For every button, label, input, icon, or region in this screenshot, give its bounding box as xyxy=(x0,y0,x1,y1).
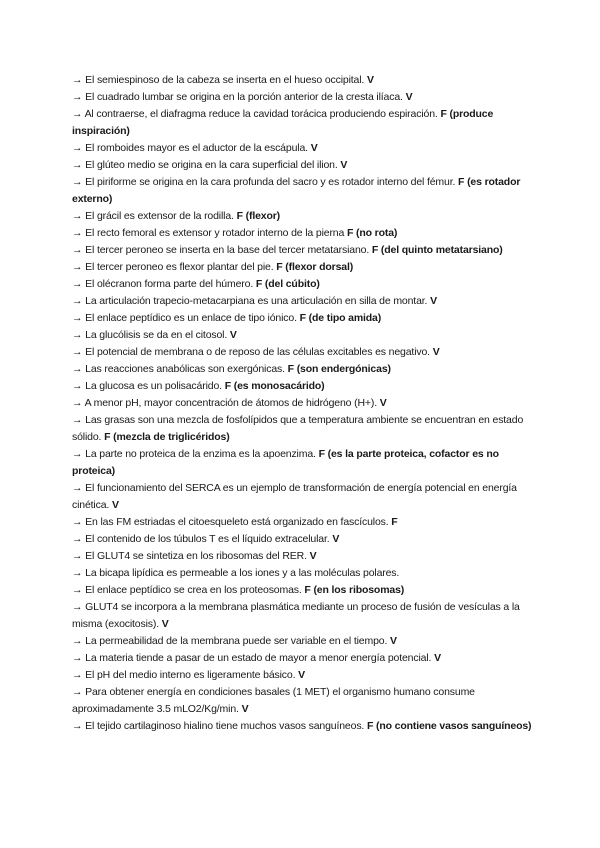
answer-label: F (del cúbito) xyxy=(255,278,320,290)
list-item xyxy=(72,684,532,718)
answer-label: F (es monosacárido) xyxy=(224,380,325,392)
statement-text: Al contraerse, el diafragma reduce la cavidad torácica produciendo espiración. xyxy=(84,108,438,120)
answer-label: V xyxy=(405,91,413,103)
statement-text: El glúteo medio se origina en la cara superficial del ilion. xyxy=(85,159,338,171)
list-item xyxy=(72,208,532,225)
statement-text: La bicapa lipídica es permeable a los iones y a las moléculas polares. xyxy=(85,567,400,579)
list-item xyxy=(72,565,532,582)
statement-text: La parte no proteica de la enzima es la apoenzima. xyxy=(85,448,316,460)
list-item xyxy=(72,225,532,242)
list-item xyxy=(72,480,532,514)
arrow-icon: → xyxy=(72,414,83,426)
arrow-icon: → xyxy=(72,329,83,341)
list-item xyxy=(72,106,532,140)
arrow-icon: → xyxy=(72,227,83,239)
answer-label: V xyxy=(379,397,387,409)
list-item xyxy=(72,276,532,293)
statement-text: La materia tiende a pasar de un estado de mayor a menor energía potencial. xyxy=(85,652,432,664)
statement-text: Las reacciones anabólicas son exergónicas. xyxy=(85,363,285,375)
list-item xyxy=(72,412,532,446)
statement-text: El semiespinoso de la cabeza se inserta en el hueso occipital. xyxy=(85,74,365,86)
answer-label: V xyxy=(340,159,348,171)
list-item xyxy=(72,310,532,327)
answer-label: F (en los ribosomas) xyxy=(304,584,405,596)
answer-label: F (son endergónicas) xyxy=(287,363,391,375)
answer-label: F (flexor dorsal) xyxy=(276,261,354,273)
arrow-icon: → xyxy=(72,380,83,392)
list-item xyxy=(72,650,532,667)
statement-text: En las FM estriadas el citoesqueleto está organizado en fascículos. xyxy=(85,516,389,528)
list-item xyxy=(72,378,532,395)
answer-label: F (no contiene vasos sanguíneos) xyxy=(366,720,532,732)
arrow-icon: → xyxy=(72,91,83,103)
list-item xyxy=(72,395,532,412)
arrow-icon: → xyxy=(72,448,83,460)
list-item xyxy=(72,140,532,157)
arrow-icon: → xyxy=(72,686,83,698)
answer-label: F (es rotador externo) xyxy=(72,176,521,205)
answer-label: V xyxy=(161,618,169,630)
arrow-icon: → xyxy=(72,363,83,375)
statement-text: El tercer peroneo se inserta en la base del tercer metatarsiano. xyxy=(85,244,370,256)
list-item xyxy=(72,259,532,276)
answer-label: V xyxy=(298,669,305,681)
statement-text: El enlace peptídico es un enlace de tipo iónico. xyxy=(85,312,297,324)
answer-label: F (de tipo amida) xyxy=(299,312,382,324)
arrow-icon: → xyxy=(72,652,83,664)
arrow-icon: → xyxy=(72,159,83,171)
list-item xyxy=(72,718,532,735)
arrow-icon: → xyxy=(72,176,83,188)
statement-text: La glucólisis se da en el citosol. xyxy=(85,329,228,341)
answer-label: F (produce inspiración) xyxy=(72,108,494,137)
arrow-icon: → xyxy=(72,720,83,732)
answer-label: F (flexor) xyxy=(236,210,281,222)
statement-text: Para obtener energía en condiciones basales (1 MET) el organismo humano consume aproximadamente 3.5 mLO2/Kg/min. xyxy=(72,686,475,715)
arrow-icon: → xyxy=(72,108,83,120)
list-item xyxy=(72,72,532,89)
statement-text: El grácil es extensor de la rodilla. xyxy=(85,210,234,222)
arrow-icon: → xyxy=(72,482,83,494)
answer-label: F (no rota) xyxy=(346,227,398,239)
arrow-icon: → xyxy=(72,295,83,307)
arrow-icon: → xyxy=(72,397,83,409)
statement-text: La articulación trapecio-metacarpiana es una articulación en silla de montar. xyxy=(85,295,428,307)
arrow-icon: → xyxy=(72,516,83,528)
arrow-icon: → xyxy=(72,550,83,562)
statement-text: El funcionamiento del SERCA es un ejemplo de transformación de energía potencial en energía cinética. xyxy=(72,482,517,511)
arrow-icon: → xyxy=(72,533,83,545)
arrow-icon: → xyxy=(72,261,83,273)
arrow-icon: → xyxy=(72,278,83,290)
list-item xyxy=(72,157,532,174)
answer-label: F (mezcla de triglicéridos) xyxy=(104,431,230,443)
arrow-icon: → xyxy=(72,567,83,579)
statement-text: La permeabilidad de la membrana puede ser variable en el tiempo. xyxy=(85,635,388,647)
arrow-icon: → xyxy=(72,312,83,324)
statement-text: GLUT4 se incorpora a la membrana plasmática mediante un proceso de fusión de vesículas a la misma (exocitosis). xyxy=(72,601,520,630)
statement-text: El pH del medio interno es ligeramente básico. xyxy=(85,669,296,681)
answer-label: V xyxy=(366,74,374,86)
statement-text: El enlace peptídico se crea en los proteosomas. xyxy=(85,584,302,596)
list-item xyxy=(72,174,532,208)
arrow-icon: → xyxy=(72,244,83,256)
arrow-icon: → xyxy=(72,601,83,613)
arrow-icon: → xyxy=(72,669,83,681)
answer-label: V xyxy=(332,533,340,545)
answer-label: V xyxy=(111,499,119,511)
statement-text: El olécranon forma parte del húmero. xyxy=(85,278,254,290)
list-item xyxy=(72,327,532,344)
arrow-icon: → xyxy=(72,210,83,222)
statement-text: El potencial de membrana o de reposo de las células excitables es negativo. xyxy=(85,346,430,358)
list-item xyxy=(72,599,532,633)
answer-label: V xyxy=(432,346,440,358)
answer-label: V xyxy=(430,295,437,307)
list-item xyxy=(72,514,532,531)
list-item xyxy=(72,344,532,361)
statement-text: El contenido de los túbulos T es el líquido extracelular. xyxy=(85,533,330,545)
list-item xyxy=(72,242,532,259)
statement-text: La glucosa es un polisacárido. xyxy=(85,380,222,392)
answer-label: V xyxy=(310,142,318,154)
answer-label: V xyxy=(390,635,397,647)
list-item xyxy=(72,667,532,684)
list-item xyxy=(72,293,532,310)
answer-label: V xyxy=(229,329,237,341)
arrow-icon: → xyxy=(72,584,83,596)
arrow-icon: → xyxy=(72,635,83,647)
statement-text: El cuadrado lumbar se origina en la porción anterior de la cresta ilíaca. xyxy=(85,91,403,103)
answer-label: V xyxy=(434,652,441,664)
statement-text: El GLUT4 se sintetiza en los ribosomas del RER. xyxy=(85,550,307,562)
list-item xyxy=(72,582,532,599)
answer-label: F xyxy=(391,516,398,528)
statement-text: El tejido cartilaginoso hialino tiene muchos vasos sanguíneos. xyxy=(85,720,365,732)
answer-label: F (del quinto metatarsiano) xyxy=(371,244,503,256)
arrow-icon: → xyxy=(72,74,83,86)
list-item xyxy=(72,446,532,480)
arrow-icon: → xyxy=(72,346,83,358)
list-item xyxy=(72,548,532,565)
statement-text: El tercer peroneo es flexor plantar del pie. xyxy=(85,261,274,273)
answer-label: F (es la parte proteica, cofactor es no proteica) xyxy=(72,448,499,477)
statement-text: Las grasas son una mezcla de fosfolípidos que a temperatura ambiente se encuentran en estado sólido. xyxy=(72,414,524,443)
answer-label: V xyxy=(241,703,249,715)
list-item xyxy=(72,89,532,106)
answer-label: V xyxy=(309,550,317,562)
list-item xyxy=(72,531,532,548)
arrow-icon: → xyxy=(72,142,83,154)
list-item xyxy=(72,361,532,378)
statement-text: El romboides mayor es el aductor de la escápula. xyxy=(85,142,308,154)
list-item xyxy=(72,633,532,650)
statement-text: El recto femoral es extensor y rotador interno de la pierna xyxy=(85,227,345,239)
statement-text: El piriforme se origina en la cara profunda del sacro y es rotador interno del fémur. xyxy=(85,176,456,188)
statement-text: A menor pH, mayor concentración de átomos de hidrógeno (H+). xyxy=(84,397,378,409)
document-page xyxy=(72,72,532,735)
